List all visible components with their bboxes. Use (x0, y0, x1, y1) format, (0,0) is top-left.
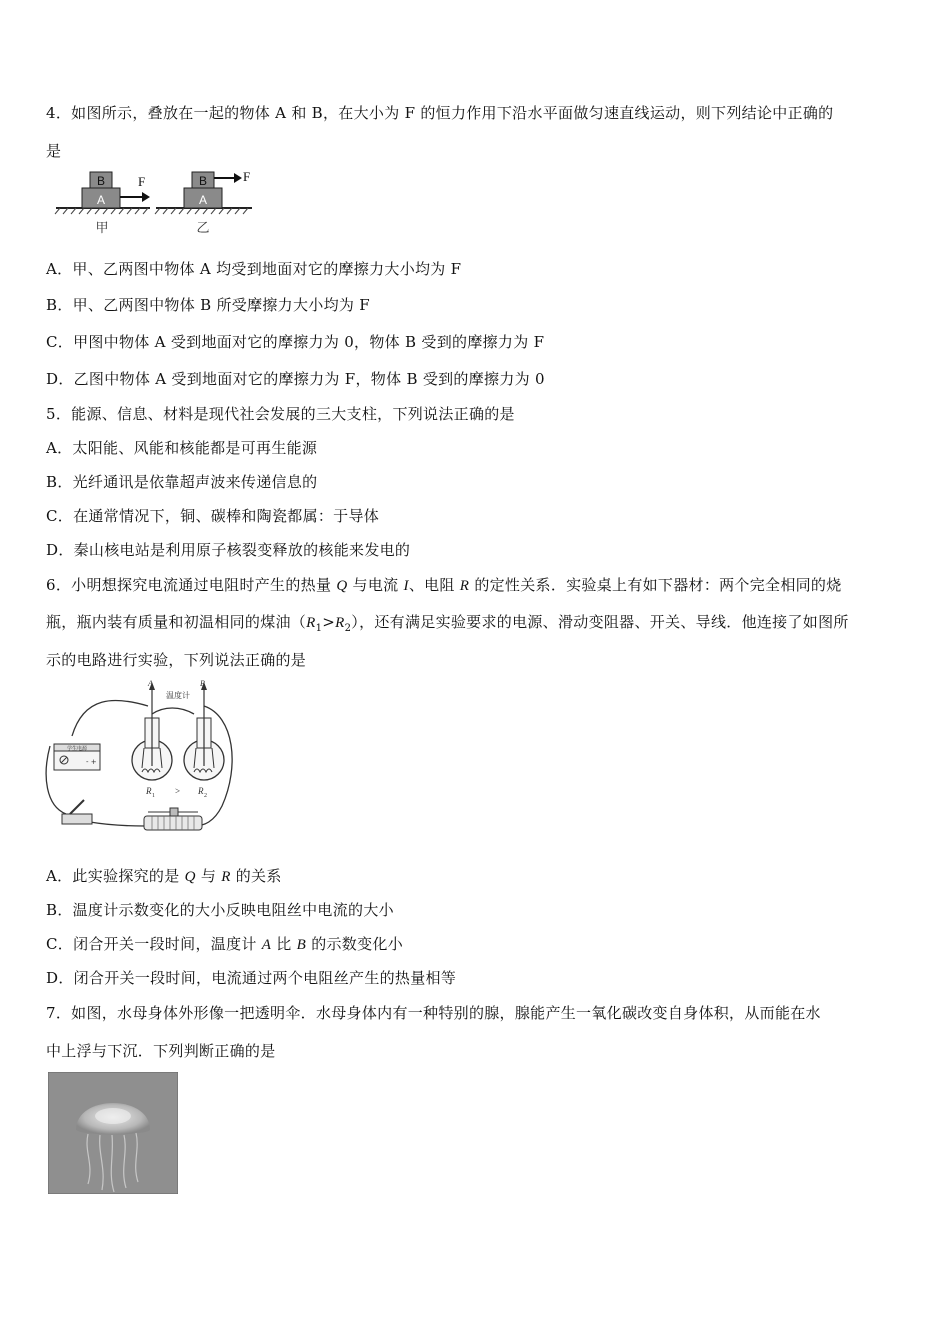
switch (62, 800, 92, 824)
svg-text:>: > (175, 786, 181, 796)
q4-option-a: A．甲、乙两图中物体 A 均受到地面对它的摩擦力大小均为 F (46, 260, 462, 278)
figure-jia (55, 172, 150, 236)
q6-stem-line2: 瓶，瓶内装有质量和初温相同的煤油$(R_1>R_2)$，还有满足实验要求的电源、滑动变阻器、开关、导线．他连接了如图所 (46, 613, 849, 634)
q5-stem: 5．能源、信息、材料是现代社会发展的三大支柱，下列说法正确的是 (46, 405, 515, 423)
q5-option-a: A．太阳能、风能和核能都是可再生能源 (46, 439, 318, 457)
label-jia: 甲 (95, 221, 109, 236)
svg-text:2: 2 (204, 793, 207, 799)
q6-stem-line3: 示的电路进行实验，下列说法正确的是 (46, 651, 307, 669)
label-yi: 乙 (196, 221, 210, 236)
q6-circuit-figure (44, 676, 240, 840)
force-label-yi: F (243, 169, 251, 184)
rheostat (144, 808, 202, 830)
svg-text:R: R (198, 786, 204, 796)
jellyfish-photo (48, 1072, 178, 1194)
figure-yi (155, 169, 252, 236)
q5-option-c: C．在通常情况下，铜、碳棒和陶瓷都属：于导体 (46, 507, 380, 525)
q6-option-a: A．此实验探究的是 Q 与 R 的关系 (46, 867, 282, 885)
q4-option-c: C．甲图中物体 A 受到地面对它的摩擦力为 0，物体 B 受到的摩擦力为 F (46, 333, 545, 351)
svg-text:A: A (96, 193, 106, 207)
svg-text:B: B (198, 174, 208, 188)
q7-stem-line2: 中上浮与下沉．下列判断正确的是 (46, 1042, 276, 1060)
svg-text:A: A (148, 679, 153, 688)
q6-option-b: B．温度计示数变化的大小反映电阻丝中电流的大小 (46, 901, 394, 919)
q5-option-d: D．秦山核电站是利用原子核裂变释放的核能来发电的 (46, 541, 411, 559)
svg-text:1: 1 (152, 793, 155, 799)
q4-stem-line2: 是 (46, 142, 62, 160)
flask-b (184, 682, 224, 780)
svg-text:- +: - + (86, 758, 97, 766)
q6-stem-line1: 6．小明想探究电流通过电阻时产生的热量 Q 与电流 I、电阻 R 的定性关系．实验桌上有如下器材：两个完全相同的烧 (46, 576, 842, 594)
force-label-jia: F (138, 174, 146, 189)
q6-option-c: C．闭合开关一段时间，温度计 A 比 B 的示数变化小 (46, 935, 403, 953)
q7-stem-line1: 7．如图，水母身体外形像一把透明伞．水母身体内有一种特别的腺，腺能产生一氧化碳改变自身体积，从而能在水 (46, 1004, 821, 1022)
q4-block-figure (52, 166, 262, 240)
svg-text:A: A (198, 193, 208, 207)
thermometer-label: 温度计 (166, 691, 190, 700)
q6-option-d: D．闭合开关一段时间，电流通过两个电阻丝产生的热量相等 (46, 969, 457, 987)
q4-stem-line1: 4．如图所示，叠放在一起的物体 A 和 B，在大小为 F 的恒力作用下沿水平面做匀速直线运动，则下列结论中正确的 (46, 104, 834, 122)
svg-text:R: R (146, 786, 152, 796)
q4-option-b: B．甲、乙两图中物体 B 所受摩擦力大小均为 F (46, 296, 370, 314)
svg-text:学生电源: 学生电源 (66, 746, 88, 752)
svg-text:B: B (200, 679, 205, 688)
svg-text:B: B (96, 174, 106, 188)
q4-option-d: D．乙图中物体 A 受到地面对它的摩擦力为 F，物体 B 受到的摩擦力为 0 (46, 370, 545, 388)
q5-option-b: B．光纤通讯是依靠超声波来传递信息的 (46, 473, 318, 491)
